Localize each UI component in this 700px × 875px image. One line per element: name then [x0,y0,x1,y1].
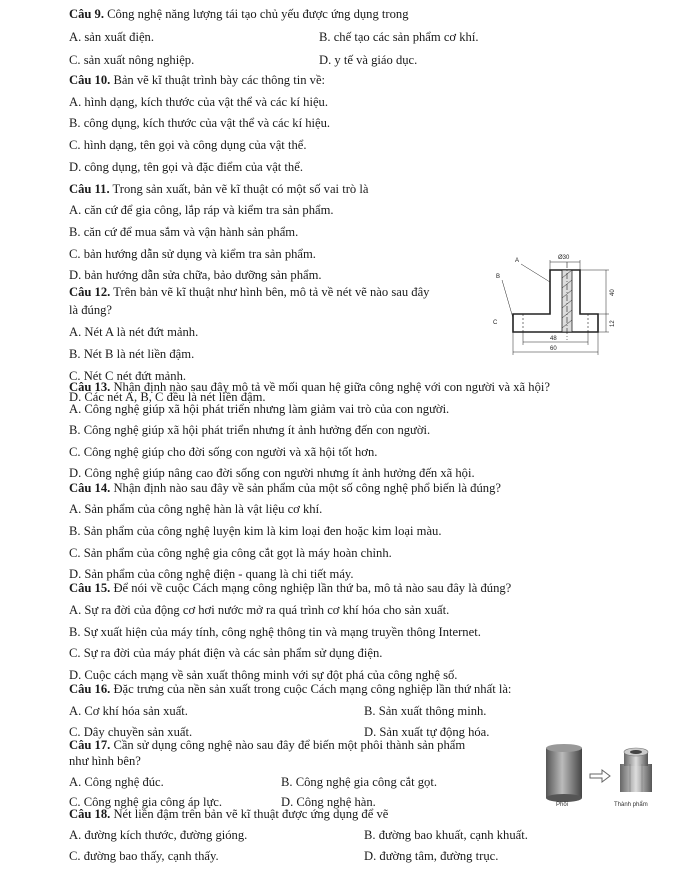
q16-option-d: D. Sản xuất tự động hóa. [364,725,490,739]
q10-option-b: B. công dụng, kích thước của vật thể và các kí hiệu. [69,116,331,130]
technical-drawing-figure [488,252,638,360]
q17-option-b: B. Công nghệ gia công cắt gọt. [281,775,437,789]
q15-option-c: C. Sự ra đời của máy phát điện và các sản phẩm sử dụng điện. [69,646,383,660]
q12-option-d: D. Các nét A, B, C đều là nét liền đậm. [69,390,266,404]
caption-product: Thành phẩm [614,802,648,808]
blank-cylinder [546,748,582,798]
q17-option-c: C. Công nghệ gia công áp lực. [69,795,223,809]
q13-option-b: B. Công nghệ giúp xã hội phát triển nhưng ít ảnh hưởng đến con người. [69,423,431,437]
q18-option-a: A. đường kích thước, đường gióng. [69,828,248,842]
q14-option-b: B. Sản phẩm của công nghệ luyện kim là kim loại đen hoặc kim loại màu. [69,524,442,538]
q11-option-c: C. bản hướng dẫn sử dụng và kiểm tra sản phẩm. [69,247,316,261]
q9-option-a: A. sản xuất điện. [69,30,154,44]
q12-option-a: A. Nét A là nét đứt mảnh. [69,325,199,339]
q14-option-a: A. Sản phẩm của công nghệ hàn là vật liệu cơ khí. [69,502,323,516]
q12-option-c: C. Nét C nét đứt mảnh. [69,369,187,383]
question-12-cont: là đúng? [69,303,113,317]
q12-option-b: B. Nét B là nét liền đậm. [69,347,195,361]
question-17: Câu 17. Cần sử dụng công nghệ nào sau đây để biến một phôi thành sản phẩm [69,738,466,752]
question-16: Câu 16. Đặc trưng của nền sản xuất trong cuộc Cách mạng công nghiệp lần thứ nhất là: [69,682,512,696]
q13-option-c: C. Công nghệ giúp cho đời sống con người và xã hội tốt hơn. [69,445,378,459]
dim-48: 48 [550,336,557,342]
arrow-right-icon [590,770,610,782]
blank-to-product-figure [540,736,660,808]
dim-40: 40 [610,289,616,296]
q9-option-c: C. sản xuất nông nghiệp. [69,53,195,67]
label-b: B [496,274,501,280]
question-14: Câu 14. Nhận định nào sau đây về sản phẩm của một số công nghệ phổ biến là đúng? [69,481,501,495]
q18-option-b: B. đường bao khuất, cạnh khuất. [364,828,528,842]
question-17-cont: như hình bên? [69,754,141,768]
q9-option-d: D. y tế và giáo dục. [319,53,418,67]
q15-option-a: A. Sự ra đời của động cơ hơi nước mở ra quá trình cơ khí hóa cho sản xuất. [69,603,450,617]
question-9: Câu 9. Công nghệ năng lượng tái tạo chủ yếu được ứng dụng trong [69,7,409,21]
q18-option-c: C. đường bao thấy, cạnh thấy. [69,849,219,863]
q13-option-a: A. Công nghệ giúp xã hội phát triển nhưng làm giảm vai trò của con người. [69,402,450,416]
question-18: Câu 18. Nét liền đậm trên bản vẽ kĩ thuật được ứng dụng để vẽ [69,807,389,821]
q14-option-c: C. Sản phẩm của công nghệ gia công cắt gọt là máy hoàn chỉnh. [69,546,392,560]
q10-option-a: A. hình dạng, kích thước của vật thể và các kí hiệu. [69,95,328,109]
label-a: A [515,258,520,264]
question-10: Câu 10. Bản vẽ kĩ thuật trình bày các thông tin về: [69,73,326,87]
question-12: Câu 12. Trên bản vẽ kĩ thuật như hình bên, mô tả về nét vẽ nào sau đây [69,285,430,299]
q11-option-b: B. căn cứ để mua sắm và vận hành sản phẩm. [69,225,299,239]
q10-option-c: C. hình dạng, tên gọi và công dụng của vật thể. [69,138,307,152]
q17-option-d: D. Công nghệ hàn. [281,795,376,809]
q14-option-d: D. Sản phẩm của công nghệ điện - quang là chi tiết máy. [69,567,354,581]
caption-blank: Phôi [556,802,569,808]
q13-option-d: D. Công nghệ giúp nâng cao đời sống con người nhưng ít ảnh hưởng đến xã hội. [69,466,475,480]
q15-option-b: B. Sự xuất hiện của máy tính, công nghệ thông tin và mạng truyền thông Internet. [69,625,481,639]
q16-option-a: A. Cơ khí hóa sản xuất. [69,704,188,718]
dim-12: 12 [610,320,616,327]
question-15: Câu 15. Để nói về cuộc Cách mạng công nghiệp lần thứ ba, mô tả nào sau đây là đúng? [69,581,512,595]
q9-option-b: B. chế tạo các sản phẩm cơ khí. [319,30,479,44]
q16-option-c: C. Dây chuyền sản xuất. [69,725,193,739]
q10-option-d: D. công dụng, tên gọi và đặc điểm của vật thể. [69,160,303,174]
q18-option-d: D. đường tâm, đường trục. [364,849,499,863]
q11-option-a: A. căn cứ để gia công, lắp ráp và kiểm tra sản phẩm. [69,203,334,217]
label-c: C [493,320,498,326]
dim-60: 60 [550,346,557,352]
q11-option-d: D. bản hướng dẫn sửa chữa, bảo dưỡng sản phẩm. [69,268,322,282]
finished-part [620,748,652,792]
question-13: Câu 13. Nhận định nào sau đây mô tả về mối quan hệ giữa công nghệ với con người và xã hội? [69,380,550,394]
q16-option-b: B. Sản xuất thông minh. [364,704,487,718]
q15-option-d: D. Cuộc cách mạng về sản xuất thông minh với sự đột phá của công nghệ số. [69,668,458,682]
q17-option-a: A. Công nghệ đúc. [69,775,164,789]
dim-diameter-30: Ø30 [558,255,570,261]
question-11: Câu 11. Trong sản xuất, bản vẽ kĩ thuật có một số vai trò là [69,182,369,196]
